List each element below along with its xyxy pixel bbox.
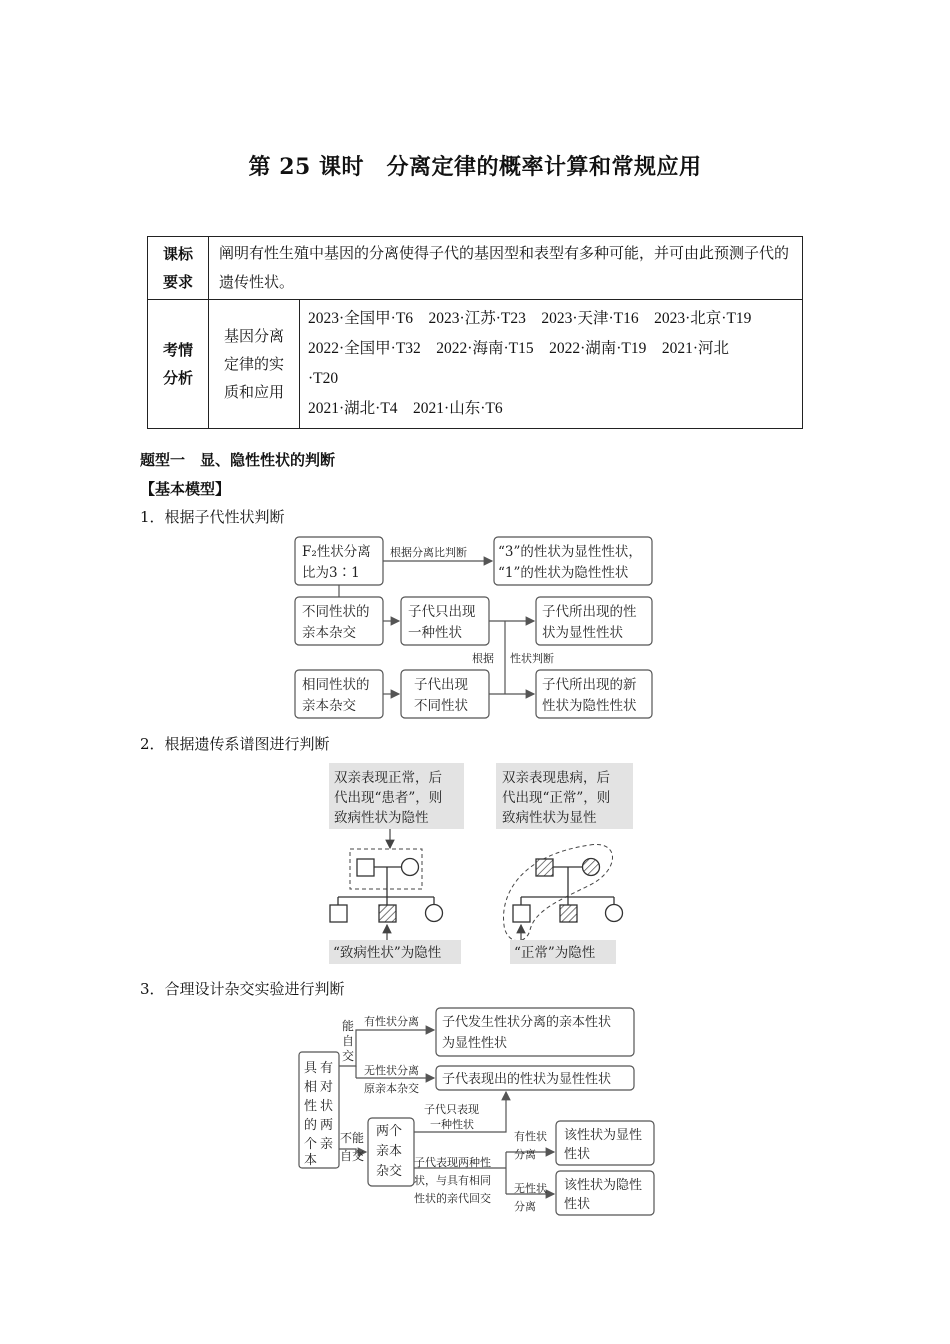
offspring-trait-diagram — [290, 530, 660, 720]
daughter-normal-r-icon — [606, 905, 623, 922]
ana-header — [148, 300, 209, 429]
diff-parent-line1: 不同性状的 — [302, 604, 370, 620]
cross-line1: 两个 — [376, 1124, 403, 1139]
two-trait-b: 状，与具有相同 — [414, 1174, 491, 1187]
one-trait-b: 一种性状 — [430, 1118, 474, 1131]
exam-line: 2023·全国甲·T6 2023·江苏·T23 2023·天津·T16 2023·北京·T19 — [308, 310, 752, 327]
root-char: 本 — [304, 1153, 318, 1168]
exam-line: 2022·全国甲·T32 2022·海南·T15 2022·湖南·T19 2021·河北 — [308, 340, 730, 357]
page-title: 第 25 课时 分离定律的概率计算和常规应用 — [248, 154, 702, 180]
cross-design-diagram — [296, 1004, 658, 1220]
left-bottom-note: “致病性状”为隐性 — [333, 945, 442, 961]
recessive-b: 性状 — [564, 1197, 591, 1212]
result1-line2: 为显性性状 — [442, 1036, 508, 1051]
diff-parent-line2: 亲本杂交 — [302, 625, 356, 641]
recessive-line1: 子代所出现的新 — [542, 677, 637, 693]
father-affected-icon — [536, 859, 553, 876]
same-parent-line1: 相同性状的 — [302, 677, 370, 693]
can-self-char: 交 — [342, 1049, 355, 1063]
sep-yes-label: 有性状分离 — [364, 1015, 419, 1028]
same-parent-line2: 亲本杂交 — [302, 698, 356, 714]
root-char: 性 — [304, 1099, 318, 1114]
root-char: 相 — [304, 1080, 318, 1095]
root-char: 亲 — [320, 1137, 334, 1152]
right-note-line1: 双亲表现患病，后 — [502, 770, 610, 786]
right-note-line3: 致病性状为显性 — [502, 810, 597, 826]
mid-label-2: 性状判断 — [510, 652, 554, 665]
subsection-3: 3．合理设计杂交实验进行判断 — [140, 980, 345, 998]
model-title: 【基本模型】 — [140, 480, 231, 498]
no-sep-b: 分离 — [514, 1200, 536, 1213]
curriculum-table — [147, 236, 803, 429]
mother-affected-icon — [583, 859, 600, 876]
left-note-line3: 致病性状为隐性 — [334, 810, 429, 826]
cannot-self-1: 不能 — [340, 1131, 365, 1145]
req-text: 阐明有性生殖中基因的分离使得子代的基因型和表型有多种可能，并可由此预测子代的遗传性状。 — [209, 237, 803, 300]
req-header — [148, 237, 209, 300]
mid-label-1: 根据 — [472, 652, 494, 665]
can-self-char: 能 — [342, 1019, 355, 1033]
result1-line1: 子代发生性状分离的亲本性状 — [442, 1015, 612, 1030]
ana-topic — [209, 300, 300, 429]
diff-trait-line2: 不同性状 — [414, 698, 468, 714]
exam-line: ·T20 — [308, 370, 339, 387]
root-char: 对 — [320, 1080, 334, 1095]
subsection-2: 2．根据遗传系谱图进行判断 — [140, 735, 330, 753]
father-normal-icon — [357, 859, 374, 876]
pedigree-diagram — [320, 760, 650, 970]
mother-normal-icon — [402, 859, 419, 876]
dominant-a: 该性状为显性 — [564, 1128, 643, 1143]
one-trait-a: 子代只表现 — [424, 1103, 479, 1116]
son-affected-icon — [379, 905, 396, 922]
subsection-1: 1．根据子代性状判断 — [140, 508, 285, 526]
root-char: 有 — [320, 1061, 334, 1076]
ratio-result-line1: “3”的性状为显性性状， — [498, 544, 642, 560]
recessive-line2: 性状为隐性性状 — [542, 698, 637, 714]
ratio-arrow-label: 根据分离比判断 — [390, 546, 467, 559]
dominant-b: 性状 — [564, 1147, 591, 1162]
has-sep-a: 有性状 — [514, 1130, 547, 1143]
sep-no-label: 无性状分离 — [364, 1064, 419, 1077]
dominant-line2: 状为显性性状 — [542, 625, 623, 641]
exam-line: 2021·湖北·T4 2021·山东·T6 — [308, 400, 503, 417]
has-sep-b: 分离 — [514, 1148, 536, 1161]
son-affected-r-icon — [560, 905, 577, 922]
recessive-a: 该性状为隐性 — [564, 1178, 643, 1193]
result2-text: 子代表现出的性状为显性性状 — [442, 1072, 612, 1087]
f2-line1: F₂性状分离 — [302, 544, 371, 560]
section-title: 题型一 显、隐性性状的判断 — [140, 451, 336, 469]
son-normal-icon — [330, 905, 347, 922]
root-char: 的 — [304, 1118, 318, 1133]
right-bottom-note: “正常”为隐性 — [514, 945, 596, 961]
left-note-line2: 代出现“患者”，则 — [334, 790, 443, 806]
two-trait-a: 子代表现两种性 — [414, 1156, 491, 1169]
two-trait-c: 性状的亲代回交 — [414, 1192, 491, 1205]
cross-line3: 杂交 — [376, 1164, 403, 1179]
ana-topic-text: 基因分离定律的实质和应用 — [223, 327, 284, 401]
no-sep-a: 无性状 — [514, 1182, 547, 1195]
one-trait-line2: 一种性状 — [408, 625, 462, 641]
root-char: 状 — [320, 1099, 334, 1114]
can-self-char: 自 — [342, 1034, 355, 1048]
root-char: 具 — [304, 1061, 318, 1076]
dashed-outline — [504, 844, 613, 940]
son-normal-r-icon — [513, 905, 530, 922]
ratio-result-line2: “1”的性状为隐性性状 — [498, 565, 629, 581]
one-trait-line1: 子代只出现 — [408, 604, 476, 620]
req-header-text: 课标要求 — [162, 245, 193, 291]
exam-list — [300, 300, 803, 429]
diff-trait-line1: 子代出现 — [414, 677, 468, 693]
root-char: 个 — [304, 1137, 318, 1152]
orig-cross-label: 原亲本杂交 — [364, 1082, 419, 1095]
f2-line2: 比为3∶1 — [302, 565, 360, 581]
cannot-self-2: 自交 — [340, 1149, 365, 1163]
dominant-line1: 子代所出现的性 — [542, 604, 637, 620]
ana-header-text: 考情分析 — [162, 341, 193, 387]
root-char: 两 — [320, 1118, 334, 1133]
daughter-normal-icon — [426, 905, 443, 922]
left-note-line1: 双亲表现正常，后 — [334, 770, 442, 786]
cross-line2: 亲本 — [376, 1144, 403, 1159]
right-note-line2: 代出现“正常”，则 — [502, 790, 611, 806]
